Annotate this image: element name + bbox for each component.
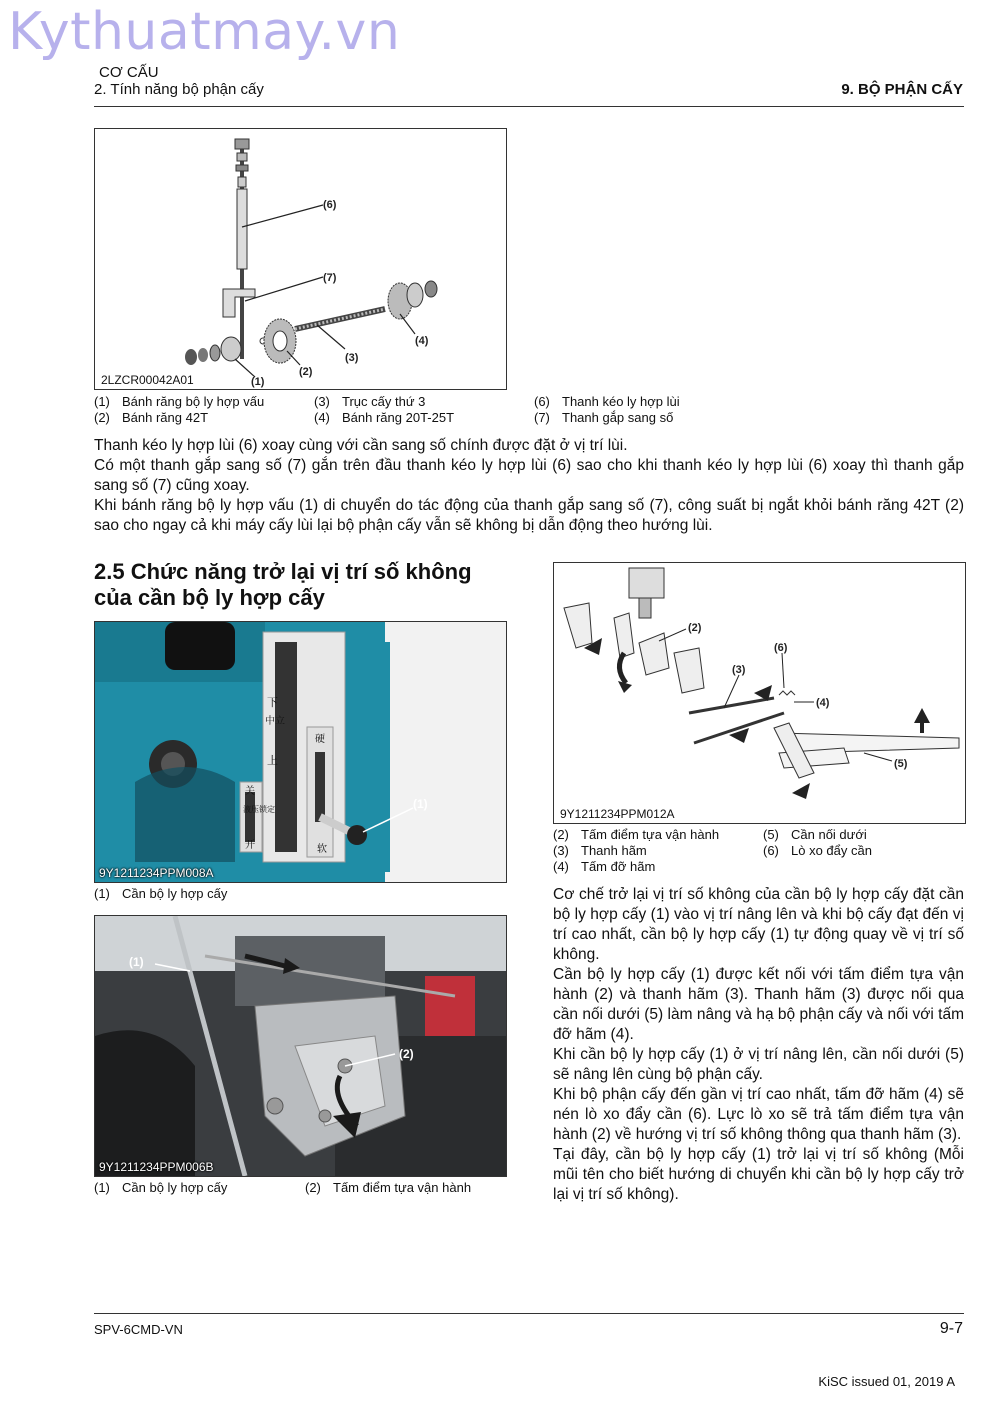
legend-item: (1) Cần bộ ly hợp cấy bbox=[94, 886, 228, 901]
fig3-callout-2: (2) bbox=[688, 622, 702, 634]
photo1-callout-1: (1) bbox=[413, 797, 428, 811]
right-paragraph: Cơ chế trở lại vị trí số không của cần bộ ly hợp cấy đặt cần bộ ly hợp cấy (1) vào vị trí nâng lên và khi bộ cấy đạt đến vị trí cao nhất, cần bộ ly hợp cấy (1) tự động quay về vị trí số không. bbox=[553, 886, 964, 963]
legend-item: (4) Bánh răng 20T-25T bbox=[314, 410, 455, 425]
header-section: 2. Tính năng bộ phận cấy bbox=[94, 81, 264, 98]
figure-linkage-diagram bbox=[553, 562, 966, 824]
figure1-legend-col2 bbox=[314, 394, 534, 426]
photo-control-panel bbox=[94, 621, 507, 883]
panel-label-open: 开 bbox=[245, 840, 255, 851]
photo2-id: 9Y1211234PPM006B bbox=[99, 1160, 214, 1174]
legend-item: (3) Trục cấy thứ 3 bbox=[314, 394, 426, 409]
legend-item: (2) Tấm điểm tựa vận hành bbox=[305, 1180, 472, 1195]
photo1-legend bbox=[94, 886, 494, 902]
right-column-text bbox=[553, 885, 964, 1205]
figure-gear-diagram bbox=[94, 128, 507, 390]
intro-paragraph: Thanh kéo ly hợp lùi (6) xoay cùng với cần sang số chính được đặt ở vị trí lùi. bbox=[94, 437, 628, 454]
photo2-legend-col2 bbox=[305, 1180, 515, 1196]
right-paragraph: Cần bộ ly hợp cấy (1) được kết nối với tấm điểm tựa vận hành (2) và thanh hãm (3). Thanh hãm (3) được nối qua cần nối dưới (5) làm nâng và hạ bộ phận cấy và nối với tấm đỡ hãm (4). bbox=[553, 966, 964, 1043]
callout-6: (6) bbox=[323, 199, 337, 211]
panel-label-hydraulic-lock: 液压锁定 bbox=[243, 805, 275, 814]
figure3-id: 9Y1211234PPM012A bbox=[560, 807, 675, 821]
callout-3: (3) bbox=[345, 352, 359, 364]
legend-item: (1) Cần bộ ly hợp cấy bbox=[94, 1180, 228, 1195]
legend-item: (2) Tấm điểm tựa vận hành bbox=[553, 827, 720, 842]
photo-lever-mechanism bbox=[94, 915, 507, 1177]
legend-item: (1) Bánh răng bộ ly hợp vấu bbox=[94, 394, 265, 409]
footer-rule bbox=[94, 1313, 964, 1314]
callout-2: (2) bbox=[299, 366, 313, 378]
right-paragraph: Tại đây, cần bộ ly hợp cấy (1) trở lại vị trí số không (Mỗi mũi tên cho biết hướng di chuyển khi cần bộ ly hợp cấy trở lại vị trí số không). bbox=[553, 1146, 964, 1203]
figure3-legend-col1 bbox=[553, 827, 763, 875]
photo2-callout-2: (2) bbox=[399, 1047, 414, 1061]
figure1-legend-col3 bbox=[534, 394, 754, 426]
footer-issued: KiSC issued 01, 2019 A bbox=[818, 1374, 955, 1389]
figure1-legend-col1 bbox=[94, 394, 314, 426]
panel-label-neutral: 中立 bbox=[265, 716, 285, 727]
legend-item: (4) Tấm đỡ hãm bbox=[553, 859, 656, 874]
lever-mechanism-drawing bbox=[95, 916, 506, 1176]
callout-4: (4) bbox=[415, 335, 429, 347]
intro-paragraph: Khi bánh răng bộ ly hợp vấu (1) di chuyển do tác động của thanh gắp sang số (7), công suất bị ngắt khỏi bánh răng 42T (2) sao cho ngay cả khi máy cấy lùi lại bộ phận cấy vẫn sẽ không bị dẫn động theo hướng lùi. bbox=[94, 497, 964, 534]
panel-label-close: 关 bbox=[245, 786, 255, 797]
fig3-callout-4: (4) bbox=[816, 697, 830, 709]
panel-label-down: 下 bbox=[267, 697, 278, 709]
footer-doc-code: SPV-6CMD-VN bbox=[94, 1322, 183, 1337]
figure3-legend-col2 bbox=[763, 827, 963, 859]
panel-label-up: 上 bbox=[267, 755, 278, 767]
panel-label-hard: 硬 bbox=[315, 734, 325, 745]
header-rule bbox=[94, 106, 964, 107]
callout-1: (1) bbox=[251, 376, 265, 388]
legend-item: (6) Lò xo đẩy cần bbox=[763, 843, 872, 858]
legend-item: (3) Thanh hãm bbox=[553, 843, 647, 858]
photo1-id: 9Y1211234PPM008A bbox=[99, 866, 214, 880]
intro-paragraph: Có một thanh gắp sang số (7) gắn trên đầu thanh kéo ly hợp lùi (6) sao cho khi thanh kéo ly hợp lùi (6) xoay thì thanh gắp sang số (7) cũng xoay. bbox=[94, 457, 964, 494]
legend-item: (5) Cần nối dưới bbox=[763, 827, 867, 842]
legend-item: (6) Thanh kéo ly hợp lùi bbox=[534, 394, 680, 409]
header-chapter: CƠ CẤU bbox=[99, 64, 159, 81]
fig3-callout-6: (6) bbox=[774, 642, 788, 654]
legend-item: (2) Bánh răng 42T bbox=[94, 410, 209, 425]
right-paragraph: Khi bộ phận cấy đến gần vị trí cao nhất, tấm đỡ hãm (4) sẽ nén lò xo đẩy cần (6). Lực lò xo sẽ trả tấm điểm tựa vận hành (2) về hướng vị trí số không thông qua thanh hãm (3). bbox=[553, 1086, 964, 1143]
callout-7: (7) bbox=[323, 272, 337, 284]
footer-page-number: 9-7 bbox=[939, 1320, 963, 1337]
watermark: Kythuatmay.vn bbox=[8, 2, 401, 62]
intro-text bbox=[94, 436, 964, 536]
header-right-title: 9. BỘ PHẬN CẤY bbox=[841, 81, 963, 98]
photo2-legend-col1 bbox=[94, 1180, 304, 1196]
control-panel-drawing bbox=[95, 622, 506, 882]
right-paragraph: Khi cần bộ ly hợp cấy (1) ở vị trí nâng lên, cần nối dưới (5) sẽ nâng lên cùng bộ phận cấy. bbox=[553, 1046, 964, 1083]
section-heading: 2.5 Chức năng trở lại vị trí số không của cần bộ ly hợp cấy bbox=[94, 559, 472, 610]
fig3-callout-3: (3) bbox=[732, 664, 746, 676]
gear-exploded-drawing bbox=[95, 129, 506, 389]
fig3-callout-5: (5) bbox=[894, 758, 908, 770]
linkage-drawing bbox=[554, 563, 965, 823]
photo2-callout-1: (1) bbox=[129, 955, 144, 969]
panel-label-soft: 软 bbox=[317, 844, 327, 855]
figure1-id: 2LZCR00042A01 bbox=[101, 373, 194, 387]
legend-item: (7) Thanh gắp sang số bbox=[534, 410, 674, 425]
